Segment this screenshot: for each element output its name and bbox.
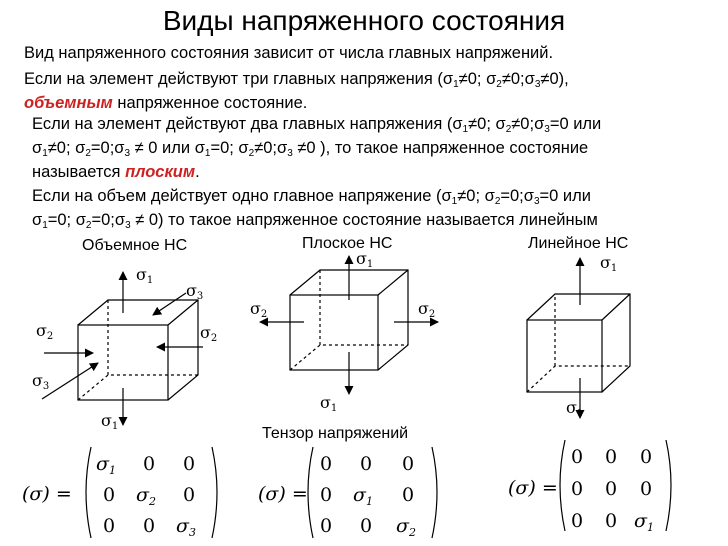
matrix-volume-lhs: (σ) = <box>22 483 72 505</box>
cube-linear-state <box>527 294 630 392</box>
matrix-plane-cell-3-1: 0 <box>320 515 333 537</box>
matrix-plane <box>258 447 437 539</box>
matrix-linear <box>508 440 671 534</box>
label-linear-sigma1-top: σ1 <box>600 253 618 274</box>
matrix-volume-cell-3-2: 0 <box>143 515 156 537</box>
label-volume-sigma3-bottom: σ3 <box>32 371 50 392</box>
label-plane-sigma2-right: σ2 <box>418 299 436 320</box>
paragraph-volume-line1: Если на элемент действуют три главных напряжения ($\sigma_1\ne 0$; $\sigma_2\ne 0;\sigma_3\ne 0$), <box>24 70 569 90</box>
matrix-plane-right-bracket <box>432 447 437 538</box>
matrix-linear-cell-2-2: 0 <box>605 478 618 500</box>
label-plane-sigma2-left: σ2 <box>250 299 268 320</box>
paragraph-plane-line2: $\sigma_1\ne 0$; $\sigma_2=0;\sigma_3 \ne 0$ или $\sigma_1=0$; $\sigma_2\ne 0;\sigma_3 \ne 0$ ), то такое напряженное состояние <box>32 139 589 159</box>
cube-volume-arrows <box>42 272 203 425</box>
paragraph-intro: Вид напряженного состояния зависит от числа главных напряжений. <box>24 44 554 62</box>
cube-volume-state <box>78 300 198 400</box>
matrix-volume-cell-2-1: 0 <box>103 484 116 506</box>
paragraph-volume-line2: объемным напряженное состояние. <box>24 94 308 112</box>
matrix-volume-cell-1-3: 0 <box>183 453 196 475</box>
matrix-linear-cell-1-3: 0 <box>640 446 653 468</box>
cube-linear-front-face <box>527 320 602 392</box>
label-plane-sigma1-bottom: σ1 <box>320 393 338 414</box>
matrix-plane-cell-2-3: 0 <box>402 484 415 506</box>
label-volume-sigma2-left: σ2 <box>36 321 54 342</box>
matrix-plane-cell-1-1: 0 <box>320 453 333 475</box>
matrix-plane-cell-2-1: 0 <box>320 484 333 506</box>
page-title: Виды напряженного состояния <box>162 5 566 36</box>
matrix-volume-cell-1-1: $\sigma_1$ <box>96 453 116 477</box>
cube-linear-edges <box>527 294 630 392</box>
label-volume-sigma1-top: σ1 <box>136 265 154 286</box>
matrix-linear-cell-1-1: 0 <box>571 446 584 468</box>
cube-volume-labels <box>32 265 217 432</box>
matrix-volume-left-bracket <box>86 447 91 538</box>
caption-linear-state: Линейное НС <box>528 235 629 252</box>
matrix-plane-cell-3-3: $\sigma_2$ <box>396 515 416 539</box>
label-volume-sigma3-top: σ3 <box>186 281 204 302</box>
matrix-volume-cell-2-3: 0 <box>183 484 196 506</box>
caption-stress-tensor: Тензор напряжений <box>262 425 409 442</box>
matrix-plane-left-bracket <box>308 447 313 538</box>
caption-volume-state: Объемное НС <box>82 237 188 254</box>
matrix-volume <box>22 447 217 539</box>
cube-linear-labels <box>566 253 617 419</box>
matrix-plane-cell-1-3: 0 <box>402 453 415 475</box>
paragraph-plane-line1: Если на элемент действуют два главных напряжения ($\sigma_1\ne 0$; $\sigma_2\ne 0;\sigma_3=0$ или <box>32 115 602 135</box>
caption-plane-state: Плоское НС <box>302 235 393 252</box>
matrix-linear-cell-3-1: 0 <box>571 510 584 532</box>
cube-volume-edges <box>78 300 198 400</box>
label-linear-sigma1-bottom: σ1 <box>566 398 584 419</box>
matrix-linear-right-bracket <box>666 440 671 531</box>
cube-plane-arrows <box>260 256 438 394</box>
matrix-linear-cell-2-1: 0 <box>571 478 584 500</box>
paragraph-linear-line1: Если на объем действует одно главное напряжение ($\sigma_1\ne 0$; $\sigma_2=0;\sigma_3=0$ или <box>32 187 591 207</box>
matrix-linear-cell-1-2: 0 <box>605 446 618 468</box>
matrix-volume-right-bracket <box>212 447 217 538</box>
arrow-volume-sigma3-back <box>153 293 186 315</box>
label-volume-sigma1-bottom: σ1 <box>101 411 119 432</box>
arrow-volume-sigma3-front <box>42 363 98 399</box>
matrix-plane-cell-1-2: 0 <box>360 453 373 475</box>
label-volume-sigma2-right: σ2 <box>200 323 218 344</box>
matrix-linear-cell-3-2: 0 <box>605 510 618 532</box>
paragraph-plane-line3: называется плоским. <box>32 163 200 181</box>
term-volume: объемным <box>24 94 113 112</box>
cube-plane-front-face <box>290 295 378 370</box>
matrix-volume-cell-3-1: 0 <box>103 515 116 537</box>
matrix-volume-cell-1-2: 0 <box>143 453 156 475</box>
label-plane-sigma1-top: σ1 <box>356 249 374 270</box>
term-plane: плоским <box>125 163 196 181</box>
matrix-plane-lhs: (σ) = <box>258 483 308 505</box>
matrix-volume-cell-3-3: $\sigma_3$ <box>176 515 196 539</box>
paragraph-linear-line2: $\sigma_1=0$; $\sigma_2=0;\sigma_3 \ne 0$) то такое напряженное состояние называется линейным <box>32 211 598 231</box>
matrix-volume-cell-2-2: $\sigma_2$ <box>136 484 156 508</box>
matrix-linear-left-bracket <box>560 440 565 531</box>
matrix-linear-cell-3-3: $\sigma_1$ <box>634 510 654 534</box>
matrix-linear-cell-2-3: 0 <box>640 478 653 500</box>
matrix-linear-lhs: (σ) = <box>508 477 558 499</box>
matrix-plane-cell-2-2: $\sigma_1$ <box>353 484 373 508</box>
matrix-plane-cell-3-2: 0 <box>360 515 373 537</box>
